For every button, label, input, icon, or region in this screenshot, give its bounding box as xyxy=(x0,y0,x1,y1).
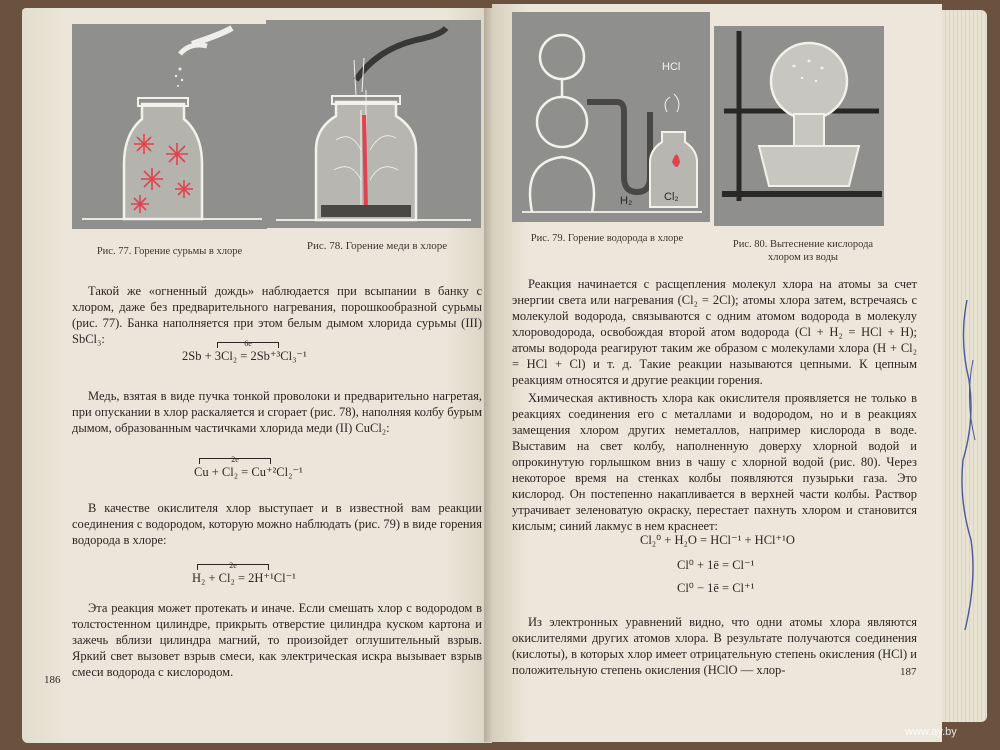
paragraph-hydrogen xyxy=(72,500,482,548)
equation-hydrogen-text: H₂ + Cl₂ = 2H⁺¹Cl⁻¹ xyxy=(192,571,296,585)
equation-antimony-text: 2Sb + 3Cl₂ = 2Sb⁺³Cl₃⁻¹ xyxy=(182,349,307,363)
figure-80-oxygen-displacement xyxy=(714,26,884,226)
paragraph-copper xyxy=(72,388,482,436)
figure-79-caption: Рис. 79. Горение водорода в хлоре xyxy=(530,233,684,244)
paragraph-conclusion xyxy=(512,614,917,678)
figure-79-label-hcl: HCl xyxy=(662,61,681,73)
equation-copper-text: Cu + Cl₂ = Cu⁺²Cl₂⁻¹ xyxy=(194,465,303,479)
equation-copper xyxy=(194,455,303,480)
paragraph-antimony xyxy=(72,283,482,347)
paragraph-chlorine-water xyxy=(512,390,917,534)
paragraph-conclusion-text: Из электронных уравнений видно, что одни атомы хлора являются окислителями других атомов хлора. В результате получаются соединения (кислоты), в которых хлор имеет отрицательную степень окисления (HCl) и положительную степень окисления (HClO — хлор- xyxy=(512,615,917,677)
left-page xyxy=(22,8,492,743)
figure-78-caption: Рис. 78. Горение меди в хлоре xyxy=(306,240,448,252)
figure-80-caption: Рис. 80. Вытеснение кислорода хлором из воды xyxy=(732,239,874,263)
paragraph-explosion xyxy=(72,600,482,680)
paragraph-chain-reaction xyxy=(512,276,917,388)
figure-79-label-cl2: Cl₂ xyxy=(664,191,679,203)
paragraph-antimony-text: Такой же «огненный дождь» наблюдается при всыпании в банку с хлором, даже без предварительного нагревания, порошкообразной сурьмы (рис. 77). Банка наполняется при этом белым дымом хлорида сурьмы (III) SbCl₃: xyxy=(72,284,482,346)
paragraph-explosion-text: Эта реакция может протекать и иначе. Если смешать хлор с водородом в толстостенном цилиндре, прикрыть отверстие цилиндра куском картона и зажечь вблизи цилиндра магний, то произойдет оглушительный взрыв. Яркий свет вызовет взрыв смеси, как электрическая искра вызывает взрыв смеси водорода с кислородом. xyxy=(72,601,482,679)
equation-chlorine-water: Cl₂⁰ + H₂O = HCl⁻¹ + HCl⁺¹O xyxy=(640,533,795,547)
electron-arrow: 6e xyxy=(217,342,279,348)
figure-78-copper-burning xyxy=(266,20,481,228)
handwritten-ink-marks xyxy=(955,300,981,630)
electron-arrow: 2e xyxy=(197,564,269,570)
figure-79-label-h2: H₂ xyxy=(620,195,633,207)
equation-antimony xyxy=(182,339,307,364)
figure-79-hydrogen-burning xyxy=(512,12,710,222)
figure-77-antimony-burning xyxy=(72,24,267,229)
paragraph-chlorine-water-text: Химическая активность хлора как окислителя проявляется не только в реакциях соединения его с металлами и водородом, но и в реакциях замещения хлором других неметаллов, например кислорода в воде. Выставим на свет колбу, наполненную доверху хлорной водой и опрокинутую горлышком вниз в чашу с хлорной водой (рис. 80). Через некоторое время на стенках колбы появляются пузырьки газа. Это кислород. Он постепенно накапливается в верхней части колбы. Раствор утрачивает зеленоватую окраску, перестает пахнуть хлором и становится кислым; синий лакмус в нем краснеет: xyxy=(512,391,917,533)
page-number-right: 187 xyxy=(900,666,917,678)
paragraph-hydrogen-text: В качестве окислителя хлор выступает и в известной вам реакции соединения с водородом, которую можно наблюдать (рис. 79) в виде горения водорода в хлоре: xyxy=(72,501,482,547)
paragraph-copper-text: Медь, взятая в виде пучка тонкой проволоки и предварительно нагретая, при опускании в хлор раскаляется и сгорает (рис. 78), наполняя колбу бурым дымом, образованным частичками хлорида меди (II) CuCl₂: xyxy=(72,389,483,435)
watermark: www.ay.by xyxy=(905,726,957,738)
equation-oxidation: Cl⁰ − 1ē = Cl⁺¹ xyxy=(677,581,755,595)
right-page xyxy=(492,4,942,742)
equation-reduction: Cl⁰ + 1ē = Cl⁻¹ xyxy=(677,558,755,572)
electron-arrow: 2e xyxy=(199,458,271,464)
equation-hydrogen xyxy=(192,561,296,586)
paragraph-chain-reaction-text: Реакция начинается с расщепления молекул хлора на атомы за счет энергии света или нагревания (Cl₂ = 2Cl); атомы хлора затем, встречаясь с молекулой водорода, связываются с одним атомом водорода в молекулу хлороводорода, освобождая второй атом водорода (Cl + H₂ = HCl + H); атомы водорода реагируют таким же образом с молекулами хлора (H + Cl₂ = HCl + Cl) и т. д. Такие реакции называются цепными. К цепным реакциям относятся и другие реакции горения. xyxy=(512,277,917,387)
page-number-left: 186 xyxy=(44,674,61,686)
figure-77-caption: Рис. 77. Горение сурьмы в хлоре xyxy=(96,246,243,257)
